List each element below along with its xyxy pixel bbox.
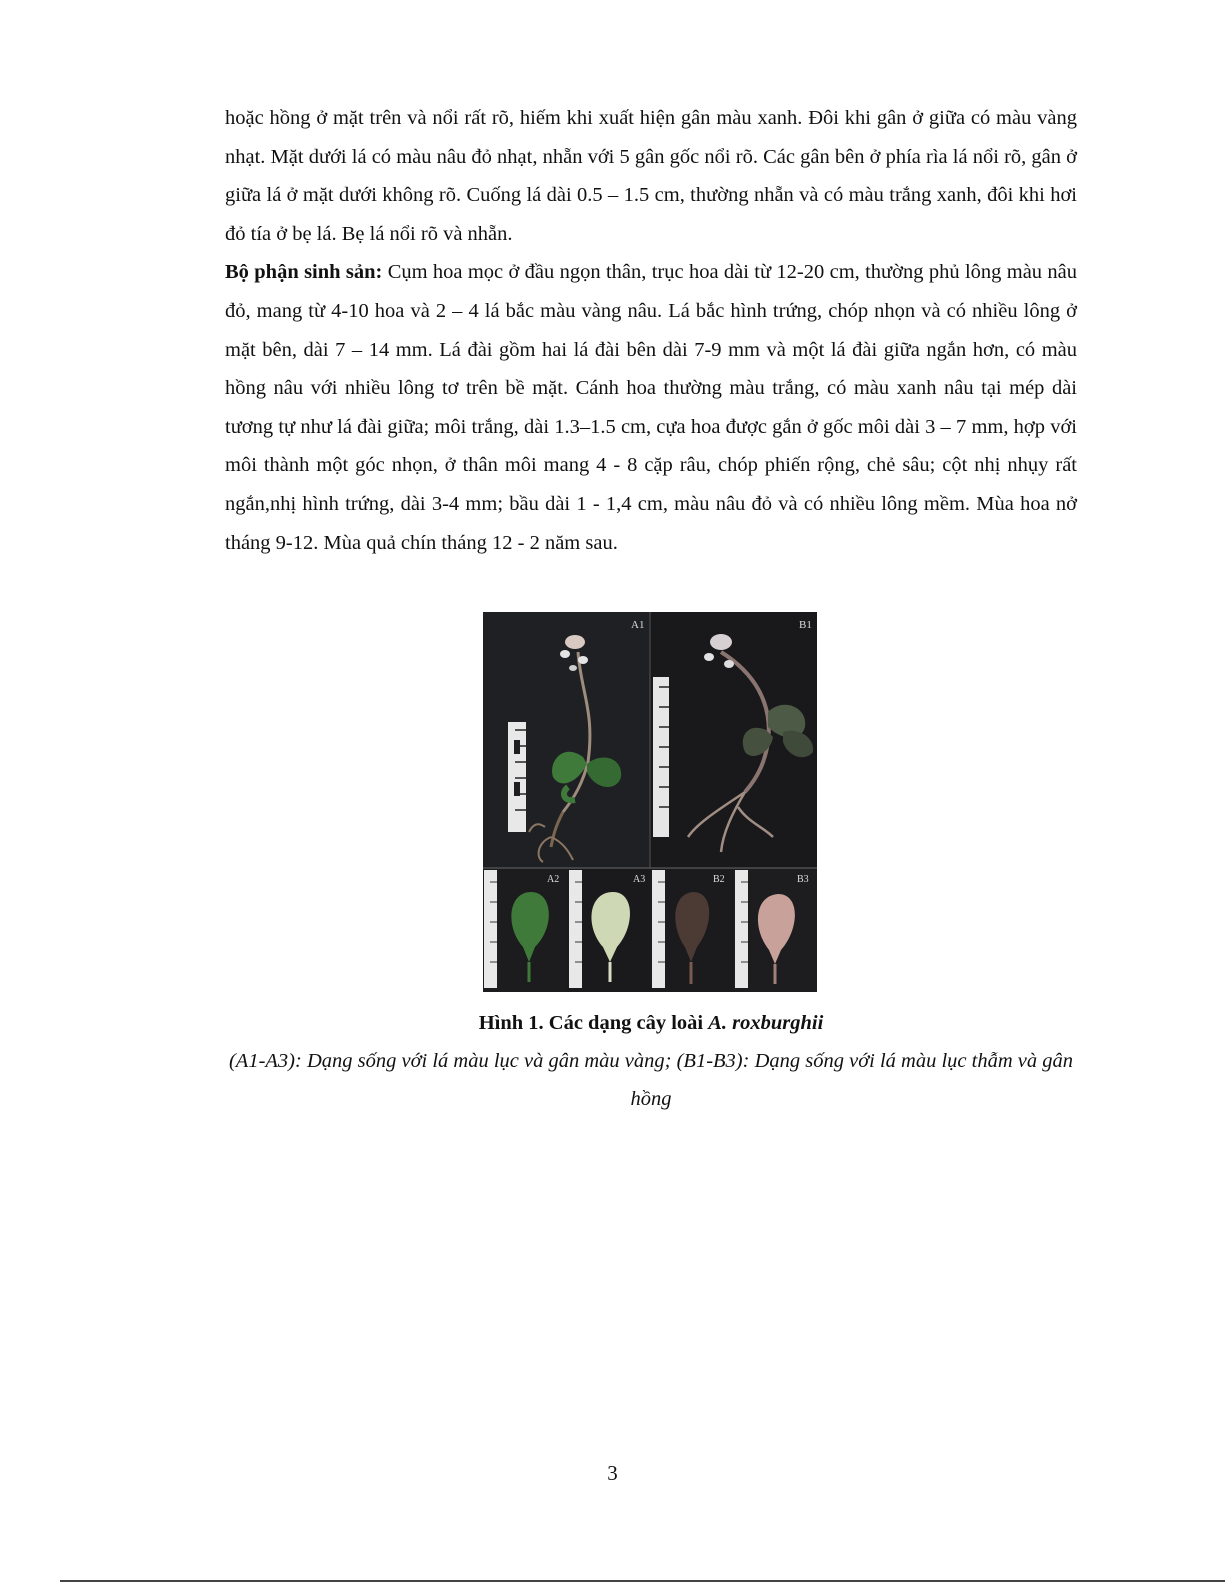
plant-photo-composite — [483, 612, 817, 992]
page-number: 3 — [607, 1461, 618, 1485]
panel-label-b1: B1 — [799, 619, 812, 631]
caption-species-name: A. roxburghii — [708, 1012, 824, 1034]
paragraph-reproductive — [225, 253, 1077, 562]
caption-title — [225, 1004, 1077, 1042]
panel-label-b3: B3 — [797, 874, 809, 885]
caption-title-prefix: Hình 1. Các dạng cây loài — [478, 1012, 709, 1034]
body-text — [225, 99, 1077, 562]
figure-caption — [225, 1004, 1077, 1118]
reproductive-heading: Bộ phận sinh sản: — [225, 261, 383, 284]
panel-label-b2: B2 — [713, 874, 725, 885]
paragraph-vegetative: hoặc hồng ở mặt trên và nổi rất rõ, hiếm khi xuất hiện gân màu xanh. Đôi khi gân ở giữa có màu vàng nhạt. Mặt dưới lá có màu nâu đỏ nhạt, nhẵn với 5 gân gốc nổi rõ. Các gân bên ở phía rìa lá nổi rõ, gân ở giữa lá ở mặt dưới không rõ. Cuống lá dài 0.5 – 1.5 cm, thường nhẵn và có màu trắng xanh, đôi khi hơi đỏ tía ở bẹ lá. Bẹ lá nổi rõ và nhẵn. — [225, 107, 1077, 245]
caption-description: (A1-A3): Dạng sống với lá màu lục và gân màu vàng; (B1-B3): Dạng sống với lá màu lục thẫm và gân hồng — [228, 1050, 1073, 1110]
panel-label-a3: A3 — [633, 874, 646, 885]
footer-rule — [60, 1580, 1225, 1582]
panel-label-a1: A1 — [631, 619, 645, 631]
panel-label-a2: A2 — [547, 874, 560, 885]
reproductive-body: Cụm hoa mọc ở đầu ngọn thân, trục hoa dài từ 12-20 cm, thường phủ lông màu nâu đỏ, mang từ 4-10 hoa và 2 – 4 lá bắc màu vàng nâu. Lá bắc hình trứng, chóp nhọn và có nhiều lông ở mặt bên, dài 7 – 14 mm. Lá đài gồm hai lá đài bên dài 7-9 mm và một lá đài giữa ngắn hơn, có màu hồng nâu với nhiều lông tơ trên bề mặt. Cánh hoa thường màu trắng, có màu xanh nâu tại mép dài tương tự như lá đài giữa; môi trắng, dài 1.3–1.5 cm, cựa hoa được gắn ở gốc môi dài 3 – 7 mm, hợp với môi thành một góc nhọn, ở thân môi mang 4 - 8 cặp râu, chóp phiến rộng, chẻ sâu; cột nhị nhụy rất ngắn,nhị hình trứng, dài 3-4 mm; bầu dài 1 - 1,4 cm, màu nâu đỏ và có nhiều lông mềm. Mùa hoa nở tháng 9-12. Mùa quả chín tháng 12 - 2 năm sau. — [225, 261, 1077, 554]
figure-plant-photos — [483, 612, 817, 992]
